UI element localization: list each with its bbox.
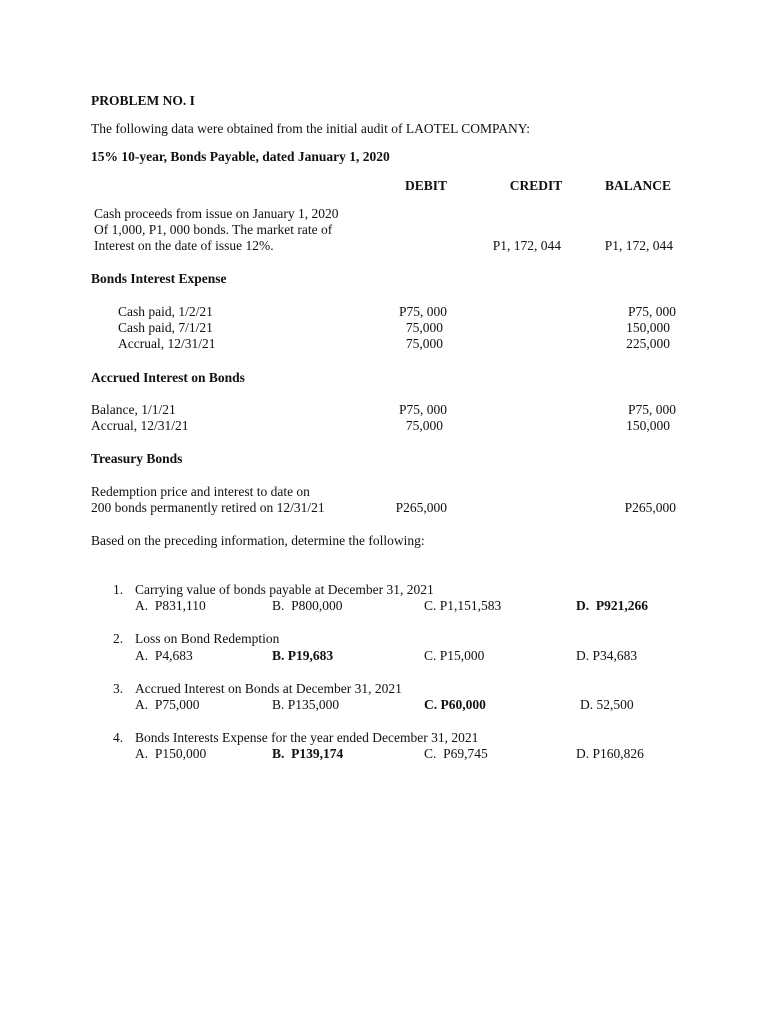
- treasury-balance: P265,000: [624, 500, 676, 515]
- question-number: 1.: [113, 582, 124, 597]
- bonds-credit-value: P1, 172, 044: [492, 238, 561, 253]
- row-balance: P75, 000: [627, 402, 676, 417]
- row-balance: 150,000: [626, 418, 670, 433]
- bonds-desc-line: Cash proceeds from issue on January 1, 2020: [94, 206, 339, 221]
- option-c: C. P15,000: [424, 648, 485, 663]
- row-label: Accrual, 12/31/21: [118, 336, 216, 351]
- bonds-balance-value: P1, 172, 044: [604, 238, 673, 253]
- row-debit: 75,000: [405, 336, 443, 351]
- question-text: Accrued Interest on Bonds at December 31, 2021: [135, 681, 402, 696]
- row-balance: P75, 000: [627, 304, 676, 319]
- question-text: Loss on Bond Redemption: [135, 631, 280, 646]
- row-label: Cash paid, 1/2/21: [118, 304, 213, 319]
- option-b-answer: B. P139,174: [272, 746, 344, 761]
- option-d-answer: D. P921,266: [576, 598, 648, 613]
- option-d: D. P160,826: [576, 746, 644, 761]
- bonds-heading: 15% 10-year, Bonds Payable, dated January 1, 2020: [91, 149, 390, 164]
- question-number: 4.: [113, 730, 124, 745]
- problem-title: PROBLEM NO. I: [91, 93, 195, 108]
- option-d: D. 52,500: [580, 697, 634, 712]
- question-number: 2.: [113, 631, 124, 646]
- treasury-line: 200 bonds permanently retired on 12/31/21: [91, 500, 325, 515]
- balance-header: BALANCE: [604, 178, 671, 193]
- option-b: B. P800,000: [272, 598, 343, 613]
- row-debit: P75, 000: [398, 402, 447, 417]
- treasury-debit: P265,000: [395, 500, 447, 515]
- option-b-answer: B. P19,683: [272, 648, 334, 663]
- row-balance: 150,000: [626, 320, 670, 335]
- bonds-desc-line: Of 1,000, P1, 000 bonds. The market rate of: [94, 222, 333, 237]
- treasury-heading: Treasury Bonds: [91, 451, 183, 466]
- accrued-interest-heading: Accrued Interest on Bonds: [91, 370, 245, 385]
- question-number: 3.: [113, 681, 124, 696]
- treasury-line: Redemption price and interest to date on: [91, 484, 310, 499]
- intro-text: The following data were obtained from the initial audit of LAOTEL COMPANY:: [91, 121, 531, 136]
- interest-expense-heading: Bonds Interest Expense: [91, 271, 227, 286]
- question-text: Carrying value of bonds payable at December 31, 2021: [135, 582, 434, 597]
- row-label: Accrual, 12/31/21: [91, 418, 189, 433]
- option-a: A. P831,110: [135, 598, 206, 613]
- row-debit: 75,000: [405, 320, 443, 335]
- option-a: A. P150,000: [135, 746, 207, 761]
- option-c: C. P1,151,583: [424, 598, 502, 613]
- option-a: A. P4,683: [135, 648, 193, 663]
- debit-header: DEBIT: [404, 178, 448, 193]
- instructions-text: Based on the preceding information, determine the following:: [91, 533, 425, 548]
- bonds-desc-line: Interest on the date of issue 12%.: [94, 238, 274, 253]
- option-c-answer: C. P60,000: [424, 697, 486, 712]
- option-b: B. P135,000: [272, 697, 340, 712]
- row-label: Cash paid, 7/1/21: [118, 320, 213, 335]
- row-debit: 75,000: [405, 418, 443, 433]
- option-d: D. P34,683: [576, 648, 638, 663]
- credit-header: CREDIT: [509, 178, 563, 193]
- row-balance: 225,000: [626, 336, 670, 351]
- row-label: Balance, 1/1/21: [91, 402, 176, 417]
- option-a: A. P75,000: [135, 697, 200, 712]
- row-debit: P75, 000: [398, 304, 447, 319]
- question-text: Bonds Interests Expense for the year ended December 31, 2021: [135, 730, 479, 745]
- option-c: C. P69,745: [424, 746, 488, 761]
